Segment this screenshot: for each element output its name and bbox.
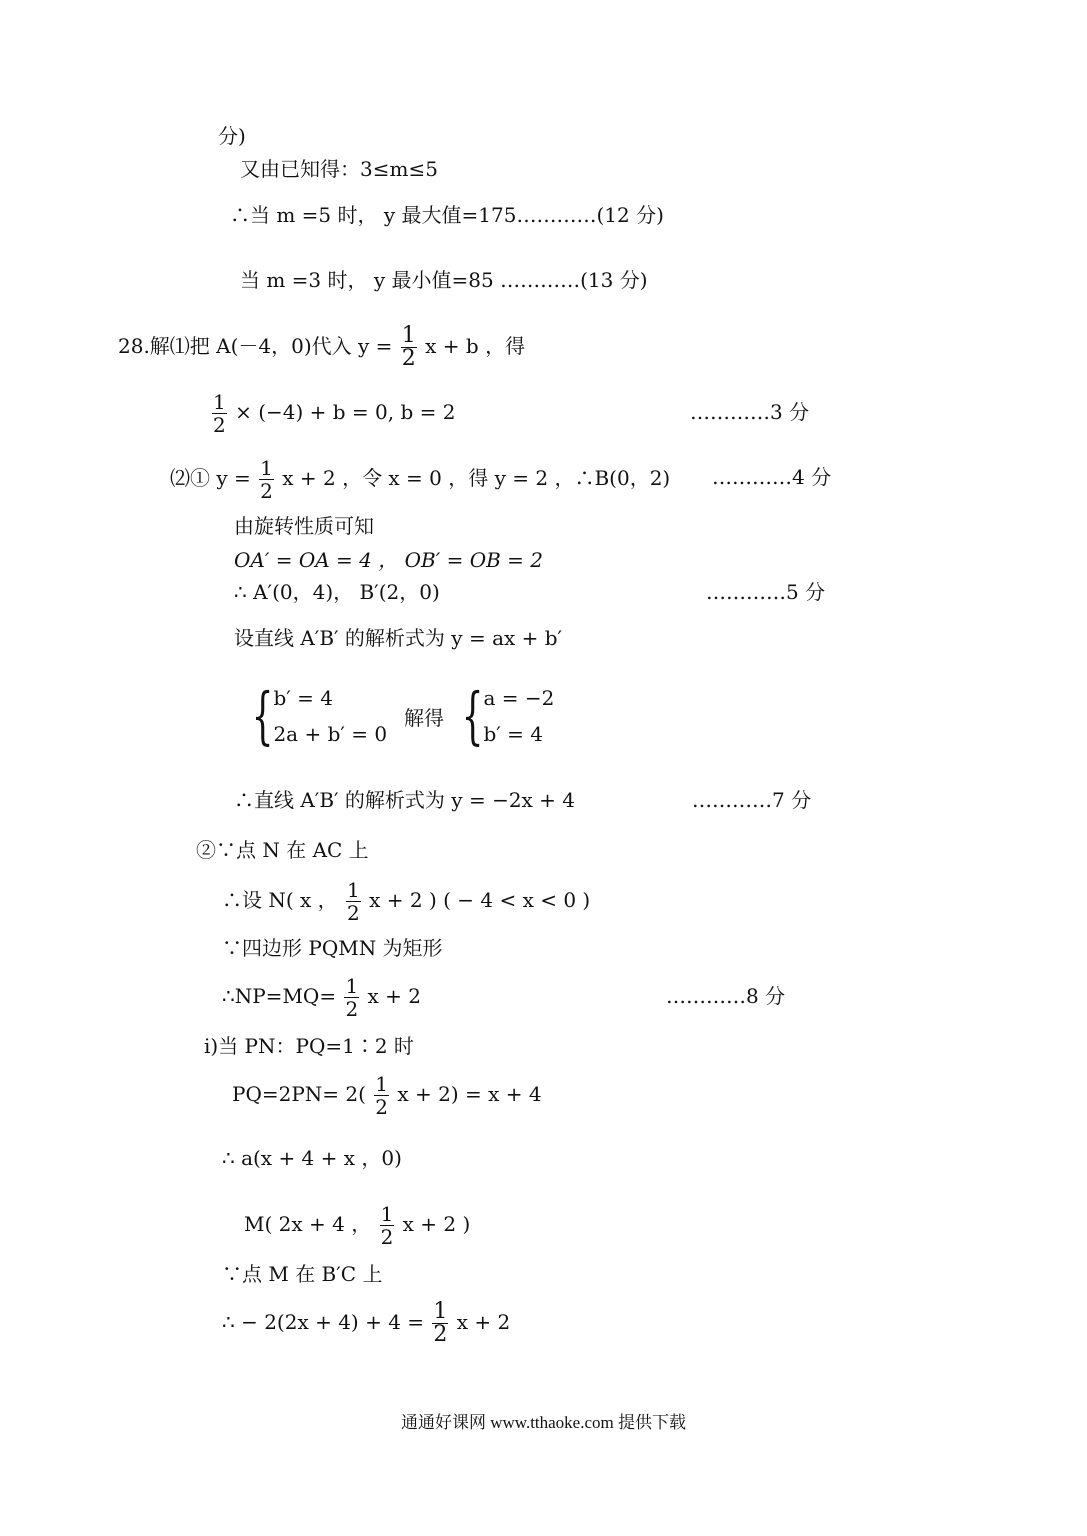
solve-label: 解得 [404, 706, 444, 730]
score-mark: …………5 分 [706, 580, 826, 604]
score-mark: …………8 分 [666, 984, 786, 1008]
fraction [344, 975, 359, 1020]
numerator: 1 [375, 1072, 389, 1096]
denominator: 2 [345, 997, 359, 1021]
score-mark: …………7 分 [692, 788, 812, 812]
text-line: ∴当 m =5 时， y 最大值=175…………(12 分) [230, 203, 664, 227]
brace-icon: { [461, 679, 484, 752]
text-line: 分) [218, 124, 246, 148]
denominator: 2 [380, 1225, 394, 1249]
system-row: b′ = 4 [483, 722, 543, 746]
numerator: 1 [345, 974, 359, 998]
text-segment: M( 2x + 4 ， [244, 1212, 372, 1236]
fraction [380, 1203, 395, 1248]
equation-line [222, 970, 421, 1022]
system-row: a = −2 [483, 686, 555, 710]
text-segment: ⑵① y = [170, 466, 251, 490]
brace-icon: { [251, 679, 274, 752]
text-segment: × (−4) + b = 0, b = 2 [235, 400, 456, 424]
text-line: ∴ A′(0，4)， B′(2，0) [234, 580, 440, 604]
text-segment: 28.解⑴把 A(－4，0)代入 y = [118, 334, 393, 358]
equation-system [234, 680, 387, 752]
fraction [374, 1073, 389, 1118]
equation-line [232, 1068, 542, 1120]
solution-system [444, 680, 554, 752]
text-line: 当 m =3 时， y 最小值=85 …………(13 分) [240, 268, 648, 292]
text-line: ⅰ)当 PN：PQ=1∶2 时 [204, 1034, 414, 1058]
equation-line [170, 452, 670, 504]
denominator: 2 [433, 1322, 448, 1347]
text-segment: x + 2 ) [402, 1212, 471, 1236]
denominator: 2 [347, 901, 360, 925]
text-segment: ∴设 N( x ， [222, 888, 338, 912]
text-segment: x + 2) = x + 4 [397, 1082, 542, 1106]
text-line: ∵四边形 PQMN 为矩形 [222, 936, 443, 960]
text-segment: x + 2 [456, 1310, 511, 1334]
equation-line [210, 386, 455, 438]
equation-line: ∴ a(x + 4 + x ，0) [222, 1146, 402, 1170]
numerator: 1 [260, 456, 273, 480]
numerator: 1 [213, 390, 226, 414]
text-segment: PQ=2PN= 2( [232, 1082, 366, 1106]
text-line: 设直线 A′B′ 的解析式为 y = ax + b′ [234, 626, 563, 650]
system-row: b′ = 4 [273, 686, 333, 710]
text-segment: x + 2 ) ( − 4 < x < 0 ) [369, 888, 591, 912]
score-mark: …………3 分 [690, 400, 810, 424]
equation-line [222, 1294, 510, 1350]
fraction [259, 457, 274, 502]
numerator: 1 [347, 878, 360, 902]
fraction [432, 1301, 448, 1346]
denominator: 2 [375, 1095, 389, 1119]
text-line: 由旋转性质可知 [234, 514, 374, 538]
problem-28-line [118, 320, 525, 372]
equation-line: OA′ = OA = 4 ， OB′ = OB = 2 [234, 548, 544, 572]
page-footer: 通通好课网 www.tthaoke.com 提供下载 [400, 1413, 687, 1432]
text-segment: ∴NP=MQ= [222, 984, 337, 1008]
denominator: 2 [260, 479, 273, 503]
fraction [346, 879, 361, 924]
denominator: 2 [401, 346, 416, 371]
fraction [212, 391, 227, 436]
text-segment: ∴ − 2(2x + 4) + 4 = [222, 1310, 425, 1334]
numerator: 1 [433, 1299, 448, 1324]
text-line: ∵点 M 在 B′C 上 [222, 1262, 383, 1286]
text-line: 又由已知得：3≤m≤5 [240, 157, 438, 181]
text-segment: x + 2 ，令 x = 0 ，得 y = 2 ，∴B(0，2) [282, 466, 671, 490]
equation-line [244, 1198, 470, 1250]
numerator: 1 [380, 1202, 394, 1226]
score-mark: …………4 分 [712, 465, 832, 489]
numerator: 1 [401, 323, 416, 348]
text-line: ∴直线 A′B′ 的解析式为 y = −2x + 4 [234, 788, 576, 812]
text-line: ②∵点 N 在 AC 上 [196, 838, 369, 862]
system-row: 2a + b′ = 0 [273, 722, 388, 746]
text-segment: x + b ，得 [425, 334, 526, 358]
equation-line [222, 874, 590, 926]
text-segment: x + 2 [367, 984, 422, 1008]
fraction [401, 325, 417, 370]
denominator: 2 [213, 413, 226, 437]
